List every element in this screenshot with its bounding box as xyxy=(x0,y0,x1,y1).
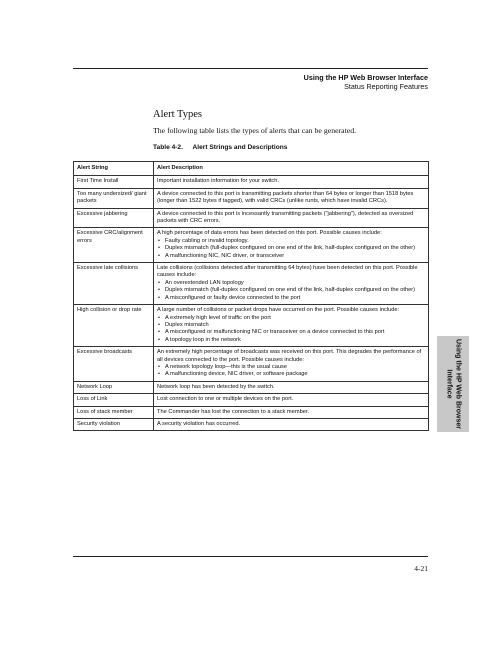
chapter-side-tab xyxy=(437,336,469,432)
alert-string-cell: High collision or drop rate xyxy=(74,305,154,347)
cause-list xyxy=(157,364,426,379)
alert-string-cell: Network Loop xyxy=(74,381,154,393)
alert-description-text: A device connected to this port is transmitting packets shorter than 64 bytes or longer than 1518 bytes (longer than 1522 bytes if tagged), with valid CRCs (unlike runts, which have invalid CRCs). xyxy=(157,190,414,205)
cause-list-item: • A network topology loop—this is the usual cause xyxy=(165,364,426,371)
alert-string-cell: Excessive broadcasts xyxy=(74,347,154,382)
alert-string-cell: Excessive CRC/alignment errors xyxy=(74,228,154,263)
alert-description-cell xyxy=(154,305,429,347)
table-row xyxy=(74,347,429,382)
table-row xyxy=(74,418,429,430)
cause-list-item: • Duplex mismatch (full-duplex configured on one end of the link, half-duplex configured on the other) xyxy=(165,245,426,252)
table-header-row xyxy=(74,162,429,176)
alert-description-cell xyxy=(154,418,429,430)
alert-string-cell: Excessive jabbering xyxy=(74,208,154,228)
column-header-alert-description: Alert Description xyxy=(154,162,429,176)
alert-string-cell: Security violation xyxy=(74,418,154,430)
table-row xyxy=(74,208,429,228)
cause-list-item: • A misconfigured or malfunctioning NIC or transceiver on a device connected to this port xyxy=(165,329,426,336)
cause-list xyxy=(157,315,426,345)
cause-list-item: • A malfunctioning device, NIC driver, or software package xyxy=(165,371,426,378)
table-row xyxy=(74,228,429,263)
alert-description-text: The Commander has lost the connection to a stack member. xyxy=(157,408,310,415)
alert-description-text: An extremely high percentage of broadcasts was received on this port. This degrades the performance of all devices connected to the port. Possible causes include: xyxy=(157,349,422,363)
alert-string-cell: Loss of stack member xyxy=(74,406,154,418)
running-head-subtitle: Status Reporting Features xyxy=(344,82,428,91)
cause-list-item: • Duplex mismatch (full-duplex configured on one end of the link, half-duplex configured on the other) xyxy=(165,287,426,294)
alert-description-cell xyxy=(154,406,429,418)
alert-description-cell xyxy=(154,228,429,263)
page-number: 4-21 xyxy=(414,564,428,573)
cause-list-item: • A topology loop in the network xyxy=(165,337,426,344)
alert-string-cell: Excessive late collisions xyxy=(74,263,154,305)
footer-rule xyxy=(73,556,428,557)
alert-description-text: A large number of collisions or packet drops have occurred on the port. Possible causes include: xyxy=(157,307,400,314)
alert-description-cell xyxy=(154,176,429,188)
alert-description-cell xyxy=(154,381,429,393)
alert-string-cell: Loss of Link xyxy=(74,394,154,406)
side-tab-label: Using the HP Web Browser Interface xyxy=(446,339,462,429)
alert-description-text: A security violation has occurred. xyxy=(157,420,241,427)
alert-description-text: Important installation information for your switch. xyxy=(157,178,280,185)
alert-description-cell xyxy=(154,347,429,382)
alert-description-cell xyxy=(154,263,429,305)
alert-description-cell xyxy=(154,208,429,228)
table-row xyxy=(74,305,429,347)
alert-description-text: A device connected to this port is incessantly transmitting packets ("jabbering"), detected as oversized packets with CRC errors. xyxy=(157,210,414,225)
table-caption-number: Table 4-2. xyxy=(153,144,183,151)
table-row xyxy=(74,176,429,188)
cause-list-item: • A malfunctioning NIC, NIC driver, or transceiver xyxy=(165,253,426,260)
cause-list xyxy=(157,280,426,302)
alert-description-text: Lost connection to one or multiple devices on the port. xyxy=(157,396,294,403)
running-head-title: Using the HP Web Browser Interface xyxy=(303,73,428,82)
cause-list xyxy=(157,238,426,260)
cause-list-item: • A misconfigured or faulty device connected to the port xyxy=(165,295,426,302)
cause-list-item: • Faulty cabling or invalid topology. xyxy=(165,238,426,245)
cause-list-item: • Duplex mismatch xyxy=(165,322,426,329)
column-header-alert-string: Alert String xyxy=(74,162,154,176)
alert-description-text: A high percentage of data errors has been detected on this port. Possible causes include: xyxy=(157,230,382,237)
table-row xyxy=(74,263,429,305)
alert-description-text: Network loop has been detected by the switch. xyxy=(157,383,275,390)
table-caption-title: Alert Strings and Descriptions xyxy=(192,144,288,151)
cause-list-item: • A extremely high level of traffic on the port xyxy=(165,315,426,322)
table-caption xyxy=(153,144,287,151)
table-row xyxy=(74,381,429,393)
section-title: Alert Types xyxy=(153,109,202,120)
alert-description-cell xyxy=(154,188,429,208)
alert-description-text: Late collisions (collisions detected after transmitting 64 bytes) have been detected on this port. Possible causes include: xyxy=(157,265,418,279)
table-row xyxy=(74,394,429,406)
table-row xyxy=(74,188,429,208)
alert-string-cell: First Time Install xyxy=(74,176,154,188)
alert-strings-table xyxy=(73,161,429,431)
table-row xyxy=(74,406,429,418)
intro-paragraph: The following table lists the types of alerts that can be generated. xyxy=(153,126,357,135)
alert-description-cell xyxy=(154,394,429,406)
cause-list-item: • An overextended LAN topology xyxy=(165,280,426,287)
running-head xyxy=(304,73,428,91)
alert-string-cell: Too many undersized/ giant packets xyxy=(74,188,154,208)
table-body xyxy=(74,176,429,431)
header-rule xyxy=(73,68,428,69)
